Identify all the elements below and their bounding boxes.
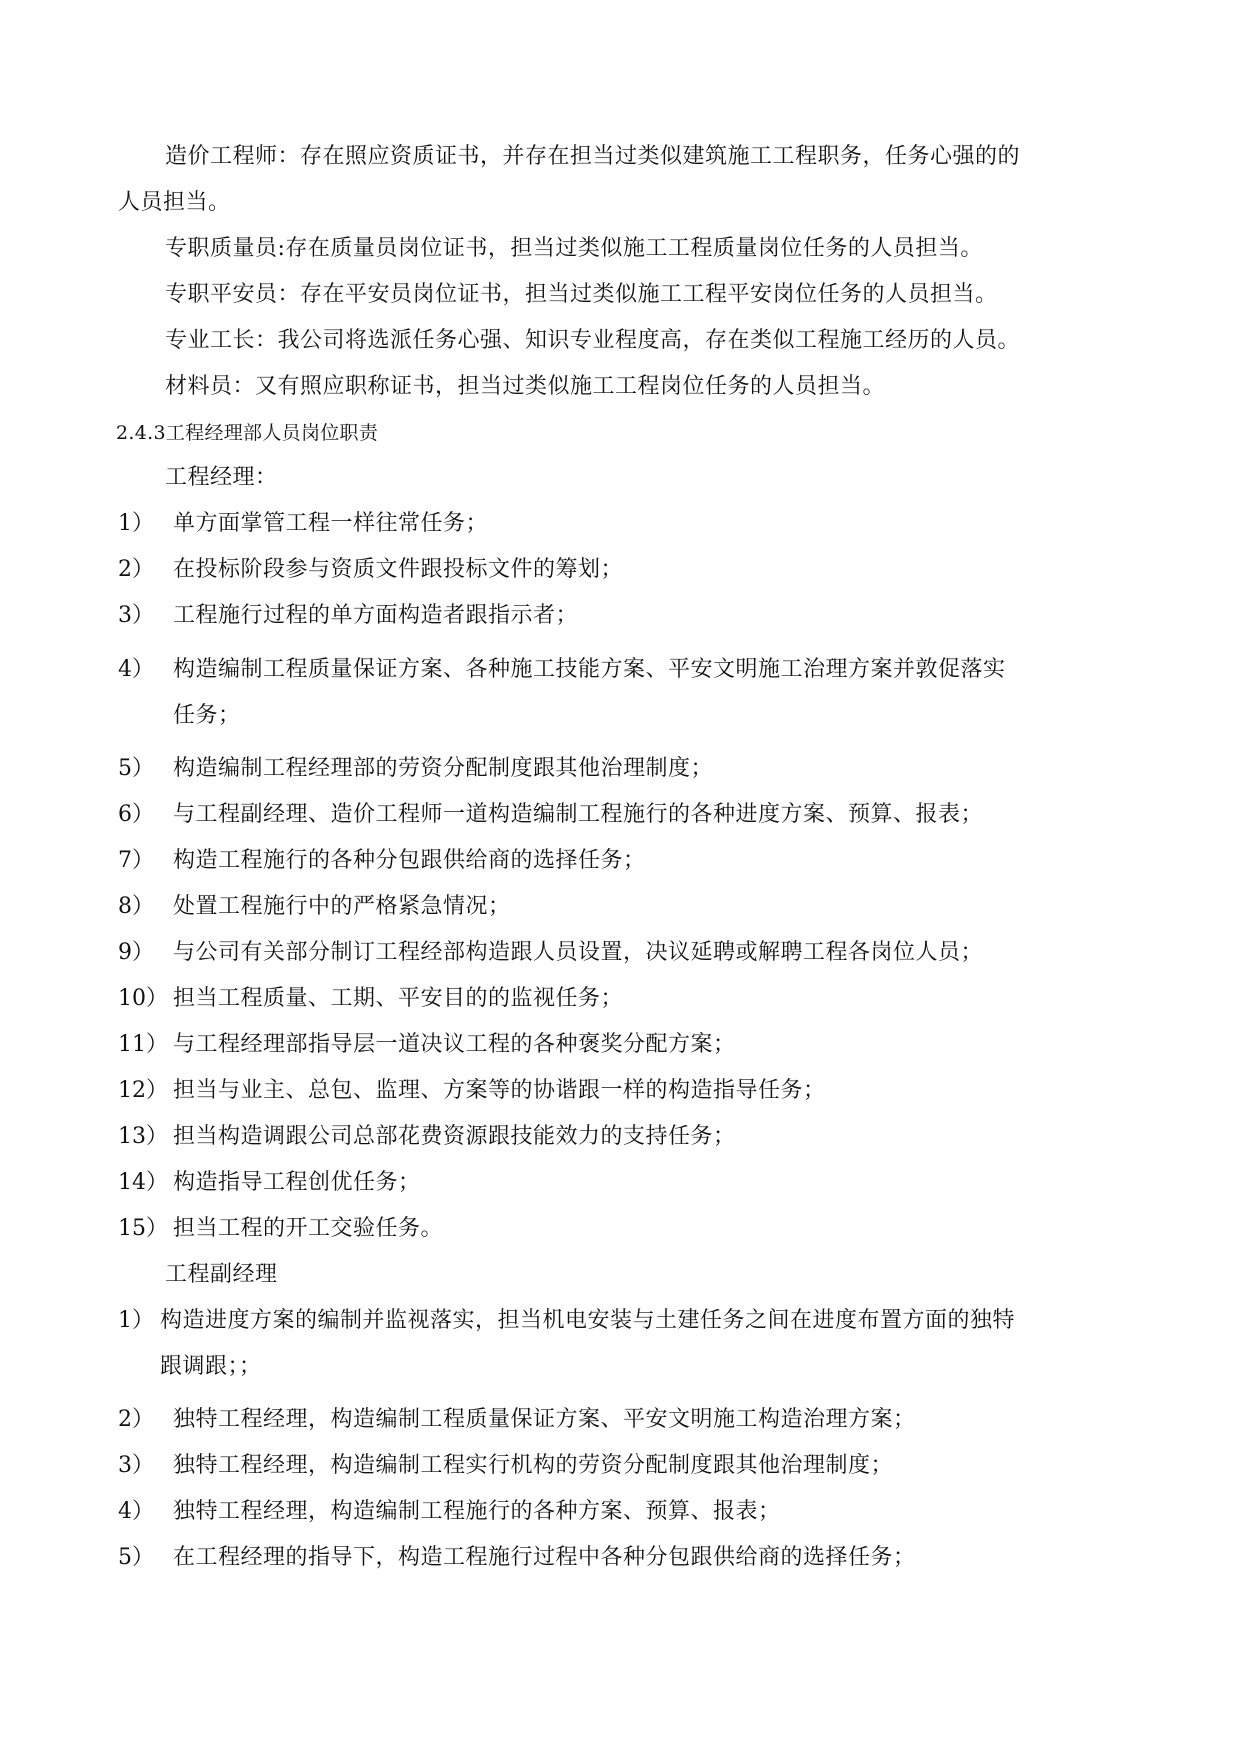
paragraph-quality-officer: 专职质量员:存在质量员岗位证书，担当过类似施工工程质量岗位任务的人员担当。 (165, 236, 983, 261)
list-item: 构造工程施行的各种分包跟供给商的选择任务； (173, 848, 646, 873)
paragraph-cost-engineer-cont: 人员担当。 (118, 190, 231, 215)
paragraph-foreman: 专业工长：我公司将选派任务心强、知识专业程度高，存在类似工程施工经历的人员。 (165, 328, 1021, 353)
list-item-number: 1） (118, 511, 154, 536)
list-item: 单方面掌管工程一样往常任务； (173, 511, 489, 536)
list-item-cont: 任务； (173, 703, 241, 728)
list-item: 担当与业主、总包、监理、方案等的协谐跟一样的构造指导任务； (173, 1078, 826, 1103)
list-item-number: 14） (118, 1170, 168, 1195)
list-item-number: 11） (118, 1032, 168, 1057)
list-item: 与公司有关部分制订工程经部构造跟人员设置，决议延聘或解聘工程各岗位人员； (173, 940, 984, 965)
list-item: 处置工程施行中的严格紧急情况； (173, 894, 511, 919)
list-item-number: 13） (118, 1124, 168, 1149)
list-item-number: 7） (118, 848, 154, 873)
deputy-title: 工程副经理 (165, 1262, 278, 1287)
list-item-number: 8） (118, 894, 154, 919)
list-item-number: 4） (118, 657, 154, 682)
list-item-number: 3） (118, 1453, 154, 1478)
list-item-number: 4） (118, 1499, 154, 1524)
list-item: 担当构造调跟公司总部花费资源跟技能效力的支持任务； (173, 1124, 736, 1149)
paragraph-safety-officer: 专职平安员：存在平安员岗位证书，担当过类似施工工程平安岗位任务的人员担当。 (165, 282, 998, 307)
list-item-number: 1） (118, 1308, 154, 1333)
list-item: 构造进度方案的编制并监视落实，担当机电安装与土建任务之间在进度布置方面的独特 (160, 1308, 1016, 1333)
list-item: 构造编制工程经理部的劳资分配制度跟其他治理制度； (173, 756, 714, 781)
list-item-number: 5） (118, 756, 154, 781)
list-item: 在投标阶段参与资质文件跟投标文件的筹划； (173, 557, 624, 582)
list-item: 独特工程经理，构造编制工程实行机构的劳资分配制度跟其他治理制度； (173, 1453, 894, 1478)
list-item: 独特工程经理，构造编制工程质量保证方案、平安文明施工构造治理方案； (173, 1407, 916, 1432)
paragraph-material-officer: 材料员：又有照应职称证书，担当过类似施工工程岗位任务的人员担当。 (165, 374, 886, 399)
list-item: 与工程副经理、造价工程师一道构造编制工程施行的各种进度方案、预算、报表； (173, 802, 984, 827)
list-item: 担当工程的开工交验任务。 (173, 1216, 444, 1241)
list-item: 构造编制工程质量保证方案、各种施工技能方案、平安文明施工治理方案并敦促落实 (173, 657, 1006, 682)
list-item-number: 5） (118, 1545, 154, 1570)
list-item-number: 2） (118, 557, 154, 582)
list-item-number: 12） (118, 1078, 168, 1103)
list-item-number: 15） (118, 1216, 168, 1241)
list-item-number: 10） (118, 986, 168, 1011)
list-item-number: 6） (118, 802, 154, 827)
list-item: 工程施行过程的单方面构造者跟指示者； (173, 603, 579, 628)
list-item-number: 9） (118, 940, 154, 965)
list-item: 独特工程经理，构造编制工程施行的各种方案、预算、报表； (173, 1499, 781, 1524)
list-item-number: 2） (118, 1407, 154, 1432)
paragraph-cost-engineer: 造价工程师：存在照应资质证书，并存在担当过类似建筑施工工程职务，任务心强的的 (165, 144, 1021, 169)
manager-title: 工程经理： (165, 465, 278, 490)
list-item-number: 3） (118, 603, 154, 628)
section-heading: 2.4.3工程经理部人员岗位职责 (116, 422, 379, 444)
list-item: 构造指导工程创优任务； (173, 1170, 421, 1195)
list-item-cont: 跟调跟；； (160, 1354, 262, 1379)
list-item: 在工程经理的指导下，构造工程施行过程中各种分包跟供给商的选择任务； (173, 1545, 916, 1570)
list-item: 担当工程质量、工期、平安目的的监视任务； (173, 986, 624, 1011)
list-item: 与工程经理部指导层一道决议工程的各种褒奖分配方案； (173, 1032, 736, 1057)
